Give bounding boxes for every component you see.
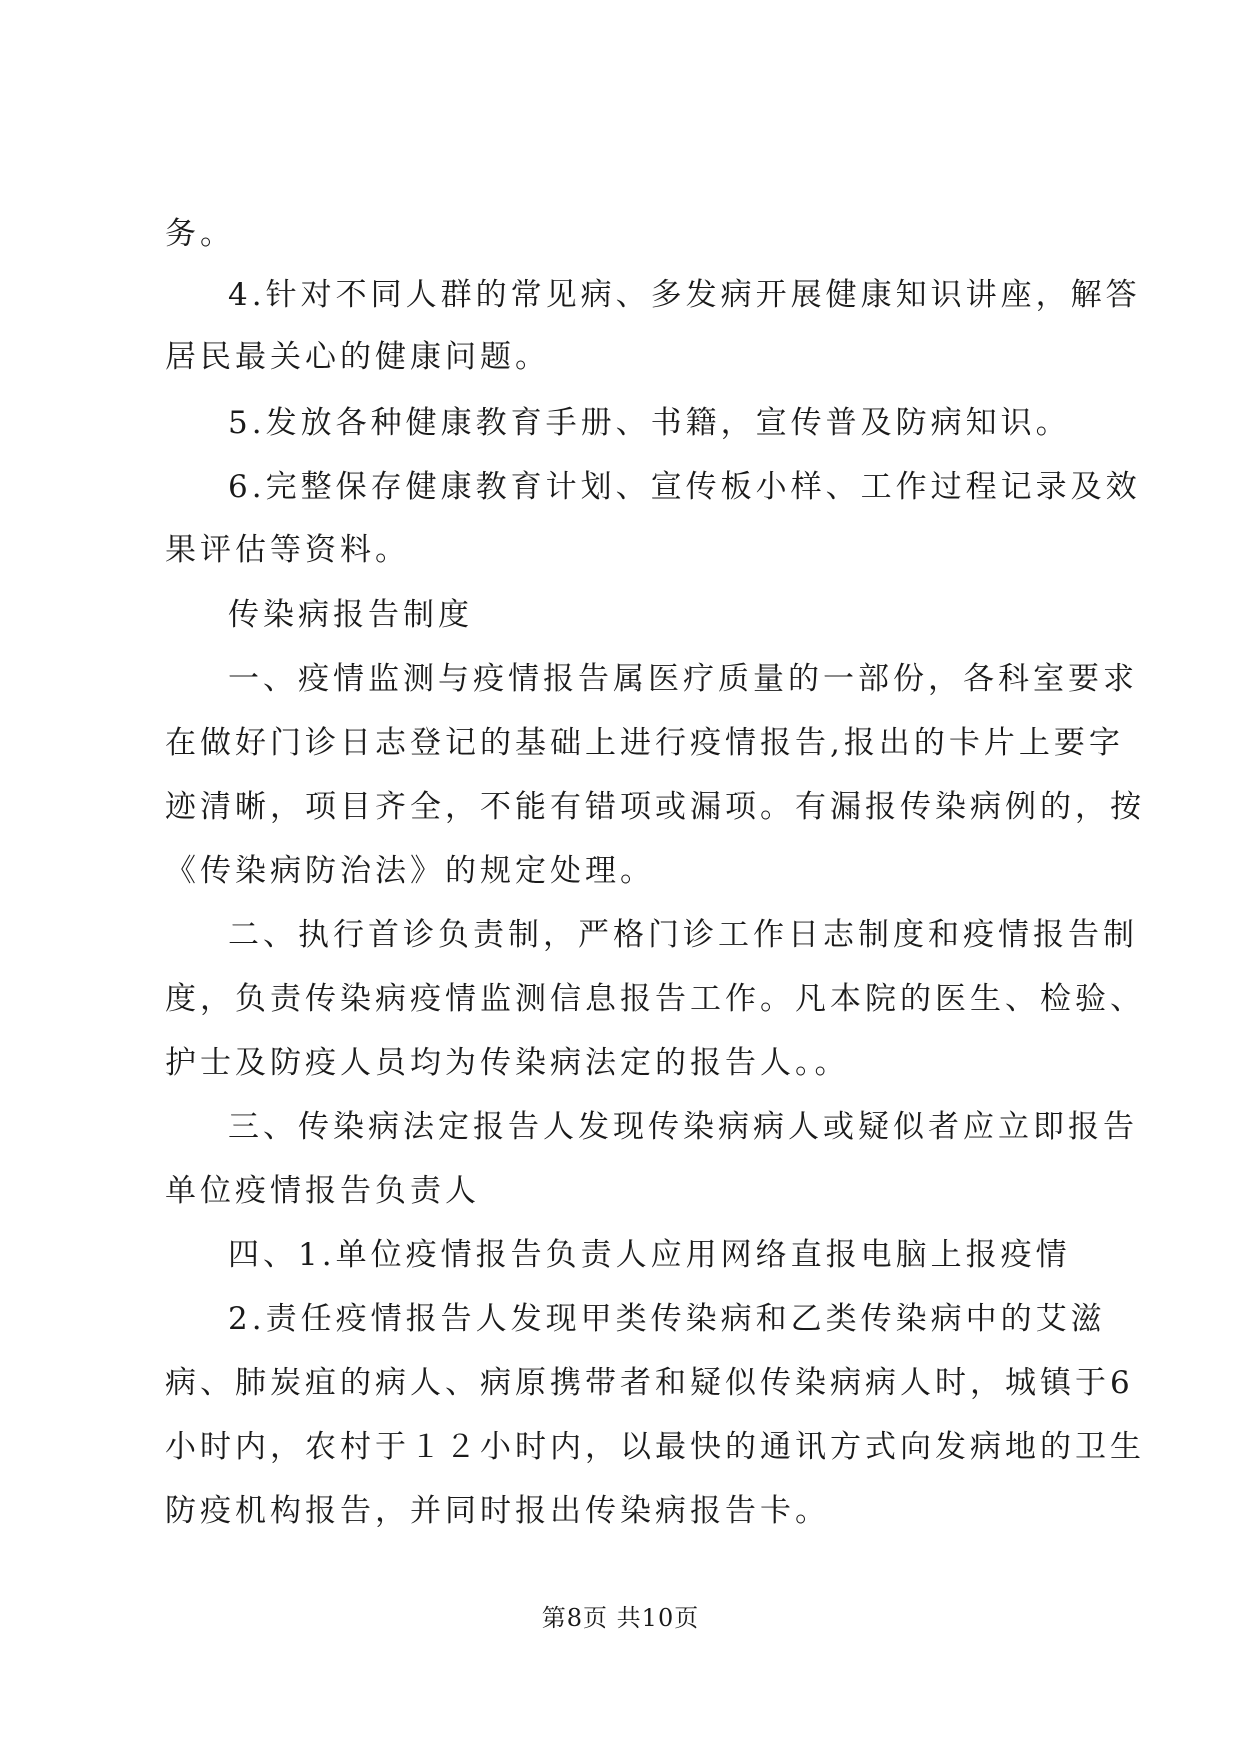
text-line: 《传染病防治法》的规定处理。 xyxy=(165,853,655,889)
text-line: 迹清晰，项目齐全，不能有错项或漏项。有漏报传染病例的，按 xyxy=(165,789,1145,825)
text-line: 度，负责传染病疫情监测信息报告工作。凡本院的医生、检验、 xyxy=(165,981,1145,1017)
page-number-footer: 第8页 共10页 xyxy=(541,1604,700,1632)
text-line: 二、执行首诊负责制，严格门诊工作日志制度和疫情报告制 xyxy=(228,917,1138,953)
text-line: 防疫机构报告，并同时报出传染病报告卡。 xyxy=(165,1493,830,1529)
text-line: 5.发放各种健康教育手册、书籍，宣传普及防病知识。 xyxy=(228,405,1071,441)
text-line: 6.完整保存健康教育计划、宣传板小样、工作过程记录及效 xyxy=(228,469,1141,505)
text-line: 病、肺炭疽的病人、病原携带者和疑似传染病病人时，城镇于6 xyxy=(165,1365,1134,1401)
text-line: 三、传染病法定报告人发现传染病病人或疑似者应立即报告 xyxy=(228,1109,1138,1145)
text-line: 单位疫情报告负责人 xyxy=(165,1173,480,1209)
text-line: 四、1.单位疫情报告负责人应用网络直报电脑上报疫情 xyxy=(228,1237,1071,1273)
text-line: 2.责任疫情报告人发现甲类传染病和乙类传染病中的艾滋 xyxy=(228,1301,1106,1337)
text-line: 一、疫情监测与疫情报告属医疗质量的一部份，各科室要求 xyxy=(228,661,1138,697)
section-heading: 传染病报告制度 xyxy=(228,597,473,633)
text-line: 果评估等资料。 xyxy=(165,532,410,568)
text-line: 居民最关心的健康问题。 xyxy=(165,339,550,375)
text-line: 务。 xyxy=(165,216,235,252)
text-line: 4.针对不同人群的常见病、多发病开展健康知识讲座，解答 xyxy=(228,277,1141,313)
text-line: 在做好门诊日志登记的基础上进行疫情报告,报出的卡片上要字 xyxy=(165,725,1124,761)
text-line: 小时内，农村于１２小时内，以最快的通讯方式向发病地的卫生 xyxy=(165,1429,1145,1465)
text-line: 护士及防疫人员均为传染病法定的报告人。。 xyxy=(165,1045,850,1081)
